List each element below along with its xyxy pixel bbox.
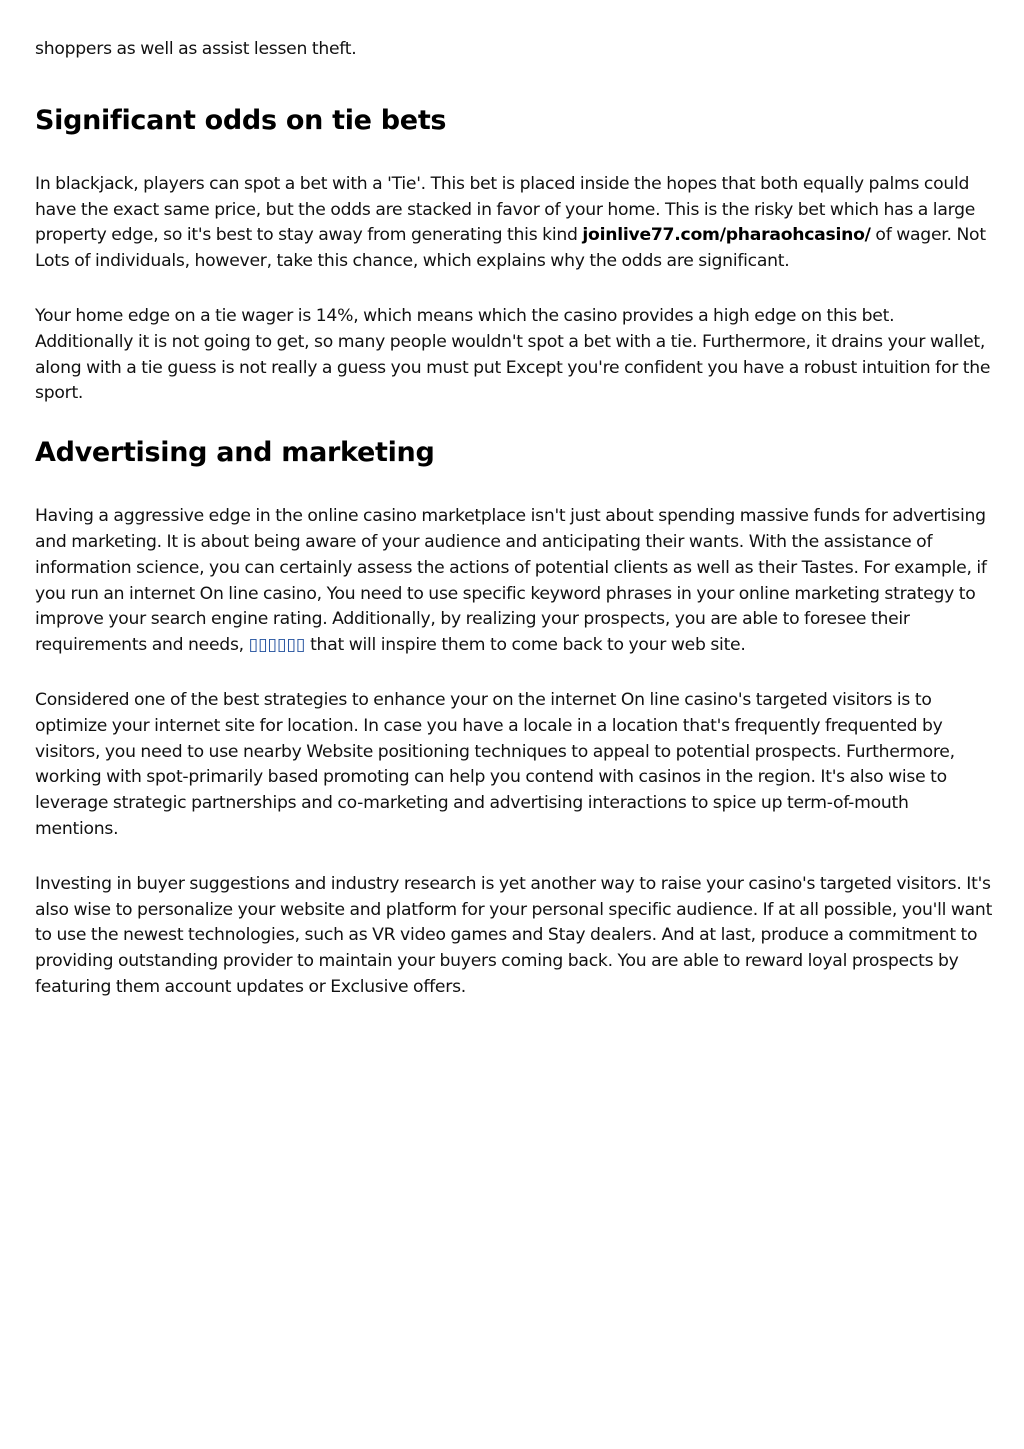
advertising-paragraph-2: Considered one of the best strategies to enhance your on the internet On line casino's targeted visitors is to optimize your internet site for location. In case you have a locale in a location that's frequently frequented by visitors, you need to use nearby Website positioning techniques to appeal to potential prospects. Furthermore, working with spot-primarily based promoting can help you contend with casinos in the region. It's also wise to leverage strategic partnerships and co-marketing and advertising interactions to spice up term-of-mouth mentions. (35, 689, 955, 839)
tie-bets-paragraph-1-text-a: In blackjack, players can spot a bet with a 'Tie'. This bet is placed inside the hopes that both equally palms could have the exact same price, but the odds are stacked in favor of your home. This is the risky bet which has a large property edge, so it's best to stay away from generating this kind (35, 173, 976, 246)
advertising-paragraph-3: Investing in buyer suggestions and industry research is yet another way to raise your casino's targeted visitors. It's also wise to personalize your website and platform for your personal specific audience. If at all possible, you'll want to use the newest technologies, such as VR video games and Stay dealers. And at last, produce a commitment to providing outstanding provider to maintain your buyers coming back. You are able to reward loyal prospects by featuring them account updates or Exclusive offers. (35, 873, 993, 997)
section-heading-tie-bets: Significant odds on tie bets (35, 104, 447, 136)
inline-link[interactable]: ▯▯▯▯▯▯ (248, 635, 306, 656)
tie-bets-paragraph-1-text-b: of wager. Not Lots of individuals, however, take this chance, which explains why the odds are significant. (35, 225, 986, 272)
bold-domain-text: joinlive77.com/pharaohcasino/ (582, 225, 871, 246)
section-heading-advertising: Advertising and marketing (35, 437, 435, 469)
document-page (35, 37, 995, 1030)
tie-bets-paragraph-2: Your home edge on a tie wager is 14%, which means which the casino provides a high edge on this bet. Additionally it is not going to get, so many people wouldn't spot a bet with a tie. Furthermore, it drains your wallet, along with a tie guess is not really a guess you must put Except you're confident you have a robust intuition for the sport. (35, 305, 991, 404)
intro-paragraph-tail: shoppers as well as assist lessen theft. (35, 39, 357, 59)
tie-bets-paragraph-1 (35, 172, 995, 275)
advertising-paragraph-1 (35, 504, 995, 659)
advertising-paragraph-1-text-a: Having a aggressive edge in the online casino marketplace isn't just about spending massive funds for advertising and marketing. It is about being aware of your audience and anticipating their wants. With the assistance of information science, you can certainly assess the actions of potential clients as well as their Tastes. For example, if you run an internet On line casino, You need to use specific keyword phrases in your online marketing strategy to improve your search engine rating. Additionally, by realizing your prospects, you are able to foresee their requirements and needs, (35, 506, 987, 656)
advertising-paragraph-1-text-b: that will inspire them to come back to your web site. (305, 635, 746, 656)
